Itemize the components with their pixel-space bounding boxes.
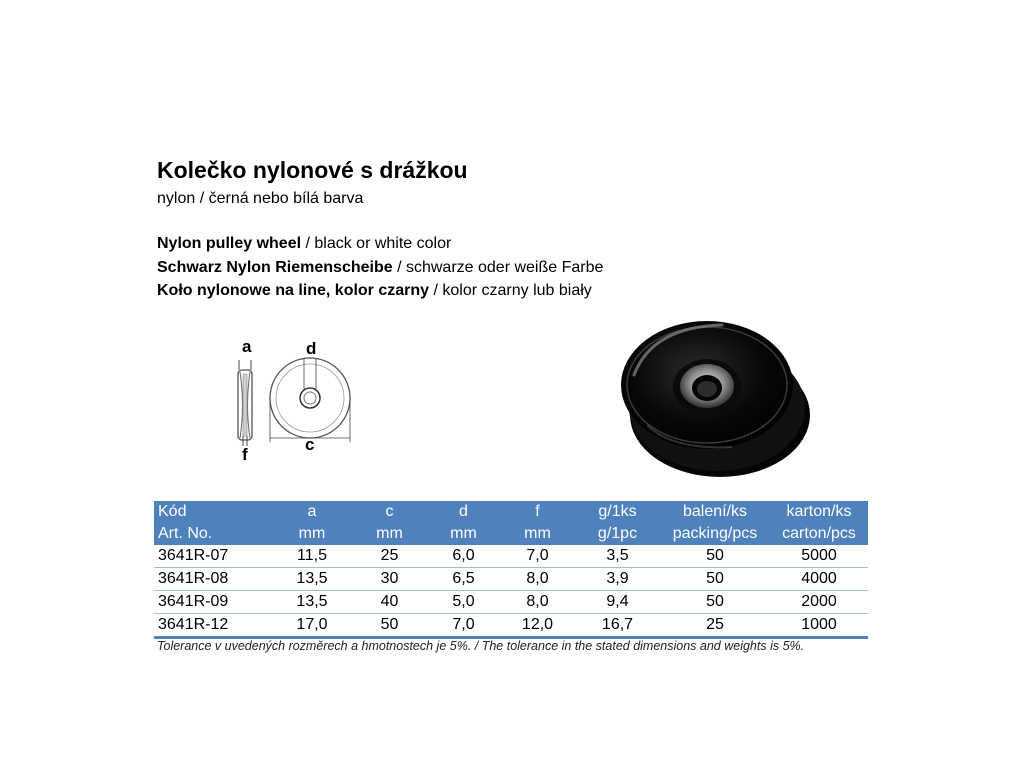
cell-value: 7,0 xyxy=(526,547,549,564)
cell-value: 5000 xyxy=(801,547,837,564)
description-rest: / kolor czarny lub biały xyxy=(429,282,592,299)
header-d: d xyxy=(427,501,500,523)
header-art-no: Art. No. xyxy=(154,523,272,545)
cell-value: 25 xyxy=(706,616,724,633)
header-a: a xyxy=(272,501,352,523)
header-code: Kód xyxy=(154,501,272,523)
header-unit: g/1pc xyxy=(575,523,660,545)
cell-value: 8,0 xyxy=(526,570,549,587)
label-f: f xyxy=(242,445,248,462)
header-unit: carton/pcs xyxy=(770,523,868,545)
cell-value: 2000 xyxy=(801,593,837,610)
header-unit: mm xyxy=(352,523,427,545)
description-english xyxy=(157,235,451,253)
cell-value: 8,0 xyxy=(526,593,549,610)
table-row xyxy=(154,591,868,614)
description-polish xyxy=(157,282,592,300)
header-packing: balení/ks xyxy=(660,501,770,523)
table-row xyxy=(154,545,868,568)
header-unit: mm xyxy=(427,523,500,545)
pulley-wheel-photo xyxy=(612,315,812,480)
cell-value: 16,7 xyxy=(601,616,634,633)
cell-value: 12,0 xyxy=(521,616,554,633)
cell-value: 50 xyxy=(706,570,724,587)
product-subtitle: nylon / černá nebo bílá barva xyxy=(157,190,364,207)
product-title: Kolečko nylonové s drážkou xyxy=(157,157,468,183)
description-german xyxy=(157,259,603,277)
cell-code: 3641R-09 xyxy=(158,593,229,610)
cell-value: 25 xyxy=(380,547,399,564)
cell-value: 1000 xyxy=(801,616,837,633)
cell-value: 3,9 xyxy=(606,570,629,587)
description-rest: / black or white color xyxy=(301,235,452,252)
table-row xyxy=(154,568,868,591)
table-row xyxy=(154,614,868,638)
description-rest: / schwarze oder weiße Farbe xyxy=(392,259,604,276)
label-a: a xyxy=(242,337,252,356)
label-c: c xyxy=(305,435,315,454)
cell-value: 30 xyxy=(380,570,399,587)
table-header-row xyxy=(154,501,868,523)
cell-code: 3641R-07 xyxy=(158,547,229,564)
header-f: f xyxy=(500,501,575,523)
cell-value: 40 xyxy=(380,593,399,610)
cell-value: 6,5 xyxy=(452,570,475,587)
header-unit: mm xyxy=(272,523,352,545)
description-bold: Koło nylonowe na line, kolor czarny xyxy=(157,282,430,299)
cell-value: 5,0 xyxy=(452,593,475,610)
header-weight: g/1ks xyxy=(575,501,660,523)
front-view-drawing xyxy=(270,358,350,442)
cell-value: 50 xyxy=(706,593,724,610)
cell-value: 4000 xyxy=(801,570,837,587)
label-d: d xyxy=(306,339,317,358)
cell-value: 13,5 xyxy=(296,593,328,610)
cell-code: 3641R-12 xyxy=(158,616,229,633)
cell-value: 6,0 xyxy=(452,547,475,564)
header-carton: karton/ks xyxy=(770,501,868,523)
description-bold: Nylon pulley wheel xyxy=(157,235,302,252)
cell-value: 50 xyxy=(380,616,399,633)
cell-value: 17,0 xyxy=(296,616,328,633)
cell-code: 3641R-08 xyxy=(158,570,229,587)
cell-value: 11,5 xyxy=(297,547,327,564)
table-header-row xyxy=(154,523,868,545)
cell-value: 9,4 xyxy=(606,593,629,610)
dimension-diagram xyxy=(220,332,370,462)
header-unit: packing/pcs xyxy=(660,523,770,545)
specification-table xyxy=(154,501,868,639)
cell-value: 13,5 xyxy=(296,570,328,587)
cell-value: 50 xyxy=(706,547,724,564)
cell-value: 3,5 xyxy=(606,547,629,564)
side-view-drawing xyxy=(238,360,252,446)
header-unit: mm xyxy=(500,523,575,545)
header-c: c xyxy=(352,501,427,523)
description-bold: Schwarz Nylon Riemenscheibe xyxy=(157,259,393,276)
cell-value: 7,0 xyxy=(452,616,475,633)
tolerance-note: Tolerance v uvedených rozměrech a hmotnostech je 5%. / The tolerance in the stated dimensions and weights is 5%. xyxy=(157,639,805,653)
